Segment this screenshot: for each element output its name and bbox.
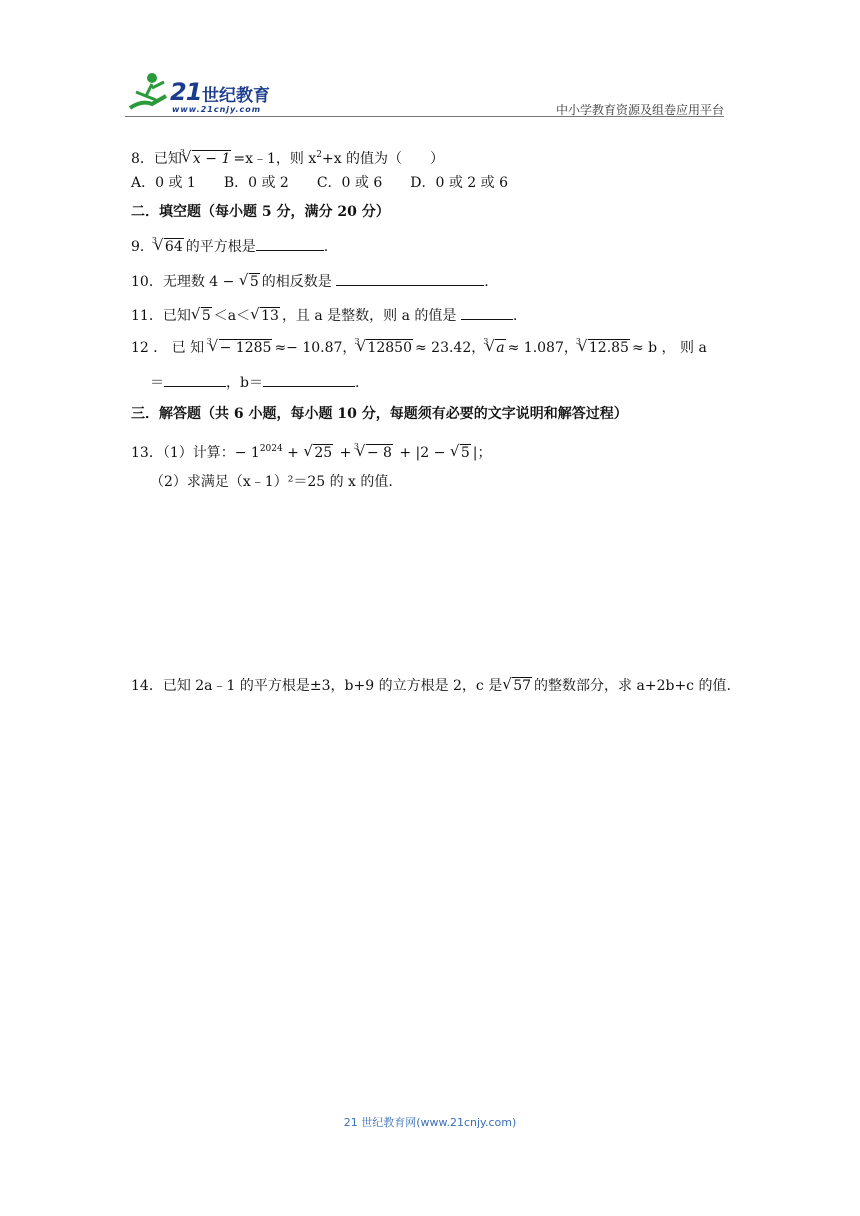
cube-root: √ 3 12850: [356, 339, 413, 357]
q13-exponent: 2024: [259, 444, 283, 454]
square-root: [191, 307, 212, 325]
cube-root: √ 3 − 8: [356, 444, 393, 462]
answer-blank-b[interactable]: [263, 372, 355, 387]
question-14: [131, 677, 731, 695]
answer-blank[interactable]: [461, 305, 513, 320]
q13-end: |；: [472, 445, 492, 461]
answer-blank[interactable]: [336, 271, 484, 286]
section-2-heading: 二．填空题（每小题 5 分，满分 20 分）: [131, 204, 390, 220]
logo-number: 21: [170, 78, 202, 106]
q13-plus-1: +: [287, 445, 299, 461]
q8-prefix: 8．已知: [131, 151, 182, 167]
q11-post: ，且 a 是整数，则 a 的值是: [281, 308, 457, 324]
q11-mid: ＜a＜: [213, 308, 251, 324]
question-11: 11．已知√ 5 ＜a＜√ 13 ，且 a 是整数，则 a 的值是 .: [131, 305, 517, 325]
q12-prefix: 12 ． 已 知: [131, 340, 205, 356]
cube-root: √ 3 64: [154, 238, 184, 256]
logo-chinese: 世纪教育: [202, 86, 270, 106]
logo-url: www.21cnjy.com: [172, 105, 262, 114]
q12-value-4: ≈ b ， 则 a: [631, 340, 707, 356]
cube-root: √ 3 12.85: [578, 339, 630, 357]
square-root: [303, 444, 333, 462]
q12-radicand-1: − 1285: [219, 340, 272, 356]
answer-blank[interactable]: [256, 236, 324, 251]
q12-radicand-2: 12850: [367, 340, 412, 356]
square-root: [250, 307, 280, 325]
question-12-line-2: [150, 372, 359, 392]
q12-value-2: ≈ 23.42，: [414, 340, 486, 356]
q9-prefix: 9．: [131, 239, 154, 255]
q13-radicand-3: 5: [460, 445, 470, 461]
square-root: [502, 677, 532, 695]
square-root: [450, 444, 471, 462]
header-divider: [125, 116, 724, 117]
q12-radicand-4: 12.85: [588, 340, 629, 356]
q10-radicand: 5: [249, 274, 259, 290]
q12-eq-b: ，b＝: [226, 375, 263, 391]
q14-prefix: 14．已知 2a﹣1 的平方根是±3，b+9 的立方根是 2，c 是: [131, 678, 503, 694]
q9-post: 的平方根是: [185, 239, 256, 255]
q14-radicand: 57: [513, 678, 532, 694]
q8-radicand: x − 1: [192, 151, 231, 167]
question-8: [131, 146, 444, 168]
cube-root: √ 3 − 1285: [209, 339, 273, 357]
q8-post: +x 的值为（ ）: [321, 151, 445, 167]
q9-radicand: 64: [164, 239, 183, 255]
q13-plus-2: +: [339, 445, 352, 461]
question-8-options: A．0 或 1 B．0 或 2 C．0 或 6 D．0 或 2 或 6: [131, 175, 509, 191]
q12-value-1: ≈− 10.87，: [274, 340, 357, 356]
footer-link[interactable]: 21 世纪教育网(www.21cnjy.com): [343, 1116, 517, 1129]
q13-plus-3: + |2 −: [399, 445, 446, 461]
question-13-part-2: （2）求满足（x﹣1）²＝25 的 x 的值.: [150, 474, 393, 490]
question-9: 9． √ 3 64 的平方根是 .: [131, 236, 328, 256]
q8-mid: =x﹣1，则 x: [233, 151, 317, 167]
q13-radicand-2: − 8: [366, 445, 392, 461]
q11-prefix: 11．已知: [131, 308, 191, 324]
cube-root: √ 3 x − 1: [182, 150, 231, 168]
q11-radicand-1: 5: [201, 308, 211, 324]
q12-end: .: [354, 375, 360, 391]
answer-blank-a[interactable]: [164, 372, 226, 387]
square-root: [239, 273, 260, 291]
question-12: [131, 339, 707, 357]
q11-radicand-2: 13: [261, 308, 279, 324]
q14-post: 的整数部分，求 a+2b+c 的值.: [534, 678, 731, 694]
q10-prefix: 10．无理数 4 −: [131, 274, 239, 290]
runner-icon: [122, 70, 170, 114]
logo: [122, 70, 302, 114]
section-3-heading: 三．解答题（共 6 小题，每小题 10 分，每题须有必要的文字说明和解答过程）: [131, 406, 628, 422]
cube-root: √ 3 a: [485, 339, 505, 357]
q13-radicand-1: 25: [314, 445, 333, 461]
question-13-part-1: [131, 440, 491, 462]
q12-radicand-3: a: [496, 340, 505, 356]
q10-post: 的相反数是: [261, 274, 332, 290]
q12-value-3: ≈ 1.087，: [507, 340, 578, 356]
q12-eq-a: ＝: [150, 375, 164, 391]
platform-title: 中小学教育资源及组卷应用平台: [555, 103, 724, 117]
q8-sup: 2: [316, 150, 322, 160]
question-10: 10．无理数 4 − √ 5 的相反数是 .: [131, 271, 489, 291]
q13-prefix: 13．（1）计算：− 1: [131, 445, 260, 461]
